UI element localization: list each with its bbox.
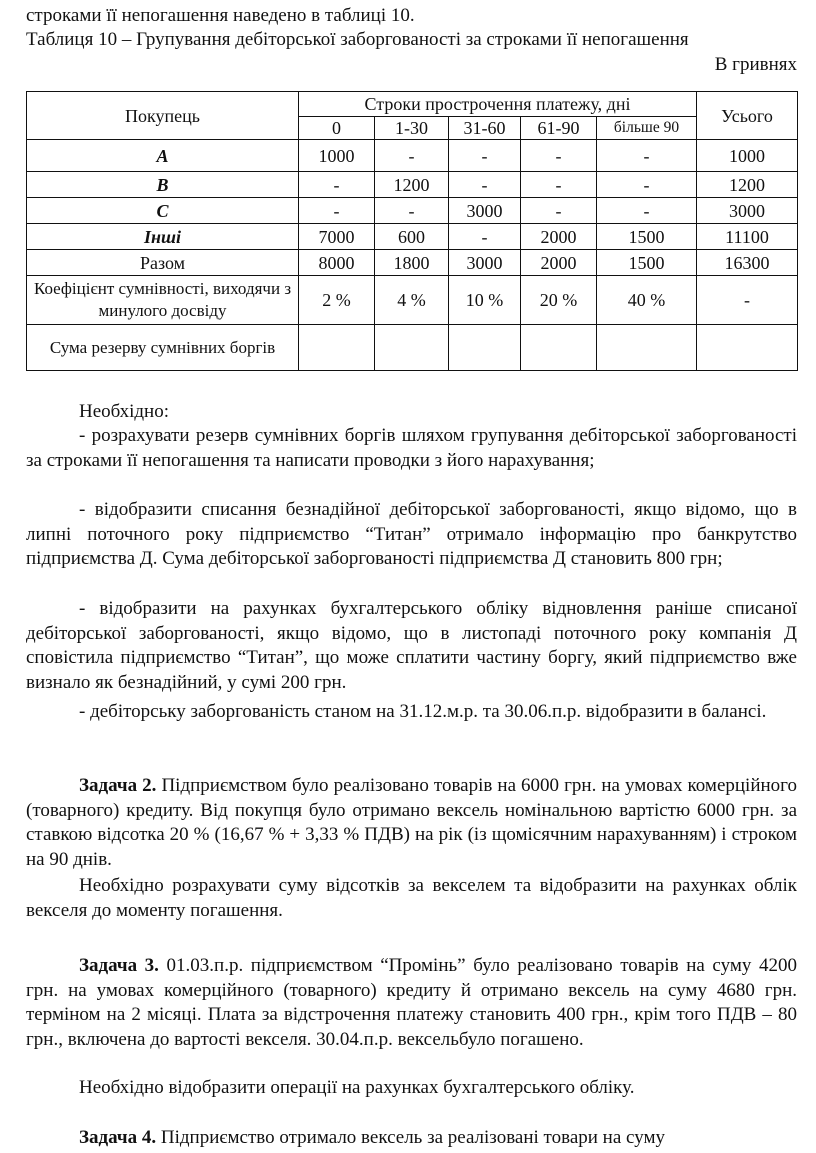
table-cell: 1500: [597, 224, 697, 250]
table-cell: [375, 325, 449, 371]
table-cell: 1200: [697, 172, 798, 198]
table-cell: -: [597, 198, 697, 224]
task4-title: Задача 4.: [79, 1127, 157, 1148]
table-cell: -: [697, 276, 798, 325]
table-cell: -: [299, 172, 375, 198]
table-cell: 1800: [375, 250, 449, 276]
table-header-row: [27, 92, 798, 117]
period-cell: 61-90: [521, 117, 597, 140]
table-cell: 8000: [299, 250, 375, 276]
table-cell: -: [521, 198, 597, 224]
header-total: Усього: [697, 92, 798, 140]
table-cell: -: [375, 140, 449, 172]
table-cell: 7000: [299, 224, 375, 250]
task-item-3: - відобразити на рахунках бухгалтерського обліку відновлення раніше списаної дебіторської заборгованості, якщо відомо, що в листопаді поточного року компанія Д сповістила підприємство “Титан”, що може сплатити частину боргу, який підприємство вже визнало як безнадійний, у сумі 200 грн.: [26, 598, 797, 693]
table-cell: -: [449, 172, 521, 198]
table-cell: 3000: [697, 198, 798, 224]
table-cell: 1200: [375, 172, 449, 198]
table-cell: 2000: [521, 250, 597, 276]
table-row: [27, 224, 798, 250]
table-cell: 3000: [449, 250, 521, 276]
table-cell: 11100: [697, 224, 798, 250]
table-cell: -: [521, 172, 597, 198]
table-cell: 20 %: [521, 276, 597, 325]
table-cell: 2000: [521, 224, 597, 250]
table-cell: [697, 325, 798, 371]
row-label: Сума резерву сумнівних боргів: [27, 325, 299, 371]
table-cell: 1500: [597, 250, 697, 276]
table-cell: [597, 325, 697, 371]
table-cell: 16300: [697, 250, 798, 276]
table-row: [27, 276, 798, 325]
task4-paragraph: [26, 1126, 797, 1151]
task3-body: 01.03.п.р. підприємством “Промінь” було реалізовано товарів на суму 4200 грн. на умовах комерційного (товарного) кредиту й отримано вексель на суму 4680 грн. терміном на 2 місяці. Плата за відстрочення платежу становить 400 грн., крім того ПДВ – 80 грн., включена до вартості векселя. 30.04.п.р. вексельбуло погашено.: [26, 955, 797, 1050]
table-cell: 2 %: [299, 276, 375, 325]
task-item-4: - дебіторську заборгованість станом на 31.12.м.р. та 30.06.п.р. відобразити в балансі.: [79, 701, 767, 722]
table-cell: -: [597, 172, 697, 198]
intro-line: строками її непогашення наведено в таблиці 10.: [26, 5, 415, 26]
period-cell: 1-30: [375, 117, 449, 140]
table-cell: -: [375, 198, 449, 224]
period-cell: 0: [299, 117, 375, 140]
table-cell: 3000: [449, 198, 521, 224]
row-label: C: [27, 198, 299, 224]
table-cell: -: [449, 140, 521, 172]
table-row: [27, 198, 798, 224]
table-cell: -: [597, 140, 697, 172]
task4-body: Підприємство отримало вексель за реалізовані товари на суму: [156, 1127, 665, 1148]
table-cell: -: [449, 224, 521, 250]
header-buyer: Покупець: [27, 92, 299, 140]
table-row: [27, 325, 798, 371]
task2-requirement: Необхідно розрахувати суму відсотків за векселем та відобразити на рахунках облік векселя до моменту погашення.: [26, 875, 797, 921]
table-row: [27, 172, 798, 198]
table-cell: 1000: [299, 140, 375, 172]
table-cell: 1000: [697, 140, 798, 172]
row-label: B: [27, 172, 299, 198]
table-caption: Таблиця 10 – Групування дебіторської заборгованості за строками її непогашення: [26, 29, 689, 50]
task-item-2: - відобразити списання безнадійної дебіторської заборгованості, якщо відомо, що в липні поточного року підприємство “Титан” отримало інформацію про банкрутство підприємства Д. Сума дебіторської заборгованості підприємства Д становить 800 грн;: [26, 499, 797, 569]
table-cell: -: [299, 198, 375, 224]
table-cell: [299, 325, 375, 371]
row-label: A: [27, 140, 299, 172]
table-cell: 600: [375, 224, 449, 250]
row-label: Разом: [27, 250, 299, 276]
row-label: Інші: [27, 224, 299, 250]
currency-note: В гривнях: [714, 54, 797, 75]
table-cell: [521, 325, 597, 371]
task2-body: Підприємством було реалізовано товарів на 6000 грн. на умовах комерційного (товарного) кредиту. Від покупця було отримано вексель номінальною вартістю 6000 грн. за ставкою відсотка 20 % (16,67 % + 3,33 % ПДВ) на рік (із щомісячним нарахуванням) і строком на 90 днів.: [26, 775, 797, 870]
task2-title: Задача 2.: [79, 775, 157, 796]
table-cell: 4 %: [375, 276, 449, 325]
table-cell: [449, 325, 521, 371]
table-cell: -: [521, 140, 597, 172]
required-heading: Необхідно:: [79, 401, 169, 422]
header-overdue: Строки прострочення платежу, дні: [299, 92, 697, 117]
table-row: [27, 140, 798, 172]
task3-requirement: Необхідно відобразити операції на рахунках бухгалтерського обліку.: [79, 1077, 635, 1098]
task3-paragraph: [26, 954, 797, 1052]
table-cell: 40 %: [597, 276, 697, 325]
period-cell: більше 90: [597, 117, 697, 140]
task-item-1: - розрахувати резерв сумнівних боргів шляхом групування дебіторської заборгованості за строками її непогашення та написати проводки з його нарахування;: [26, 425, 797, 471]
task2-paragraph: [26, 774, 797, 872]
table-cell: 10 %: [449, 276, 521, 325]
task3-title: Задача 3.: [79, 955, 159, 976]
period-cell: 31-60: [449, 117, 521, 140]
row-label: Коефіцієнт сумнівності, виходячи з минулого досвіду: [27, 276, 299, 325]
receivables-table: [26, 91, 798, 371]
table-row: [27, 250, 798, 276]
